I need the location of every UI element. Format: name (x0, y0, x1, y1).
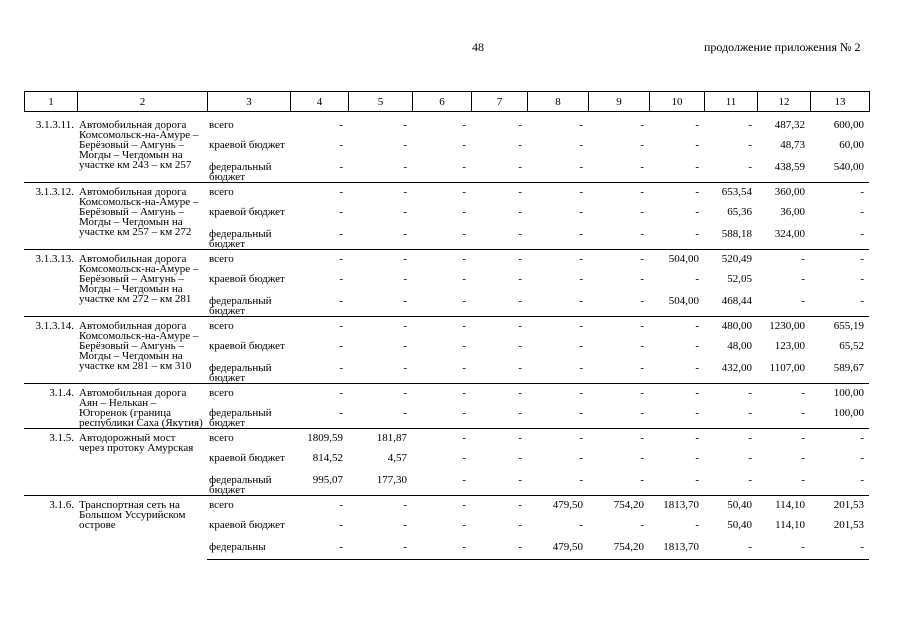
header-cell: 5 (349, 92, 413, 112)
amount-cell: - (588, 384, 649, 406)
item-name: Автомобильная дорога Комсомольск-на-Амуре – Берёзовый – Амгунь – Могды – Чегдомын на участке км 272 – км 281 (77, 250, 207, 317)
item-name: Автомобильная дорога Комсомольск-на-Амуре – Берёзовый – Амгунь – Могды – Чегдомын на участке км 257 – км 272 (77, 183, 207, 250)
header-cell: 10 (650, 92, 705, 112)
amount-cell: - (403, 139, 407, 151)
amount-cell: 504,00 (649, 250, 704, 272)
amount-cell: - (527, 183, 588, 205)
amount-cell: 201,53 (833, 519, 864, 531)
amount-cell: 520,49 (704, 250, 757, 272)
item-code: 3.1.5. (24, 429, 77, 496)
table-row (24, 250, 869, 272)
amount-cell: - (757, 250, 810, 272)
amount-cell: - (412, 360, 471, 384)
amount-cell: - (649, 429, 704, 451)
amount-cell: - (290, 384, 348, 406)
amount-cell: 48,00 (727, 340, 752, 352)
amount-cell: - (801, 452, 805, 464)
amount-cell: 36,00 (780, 206, 805, 218)
column-number-header (24, 91, 870, 112)
amount-cell: - (704, 405, 757, 429)
amount-cell: - (290, 539, 348, 560)
amount-cell: - (588, 317, 649, 339)
amount-cell: - (810, 226, 869, 250)
amount-cell: - (640, 273, 644, 285)
amount-cell: - (527, 429, 588, 451)
amount-cell: - (412, 159, 471, 183)
amount-cell: - (290, 226, 348, 250)
amount-cell: 65,36 (727, 206, 752, 218)
amount-cell: - (527, 360, 588, 384)
amount-cell: - (579, 119, 583, 131)
amount-cell: - (471, 317, 527, 339)
item-code: 3.1.6. (24, 496, 77, 560)
funding-source: федеральный бюджет (207, 226, 290, 250)
amount-cell: - (471, 250, 527, 272)
amount-cell: 995,07 (290, 472, 348, 496)
amount-cell: - (290, 250, 348, 272)
amount-cell: - (348, 539, 412, 560)
amount-cell: - (348, 384, 412, 406)
amount-cell: - (704, 429, 757, 451)
amount-cell: - (757, 384, 810, 406)
table-row (24, 429, 869, 451)
header-row (25, 92, 870, 112)
table-row (24, 496, 869, 518)
funding-source: всего (207, 317, 290, 339)
amount-cell: - (649, 226, 704, 250)
funding-source: всего (207, 384, 290, 406)
amount-cell: - (412, 293, 471, 317)
funding-source: всего (209, 119, 234, 131)
amount-cell: 360,00 (757, 183, 810, 205)
amount-cell: - (579, 519, 583, 531)
amount-cell: 754,20 (588, 496, 649, 518)
header-cell: 3 (208, 92, 291, 112)
item-code: 3.1.3.13. (24, 250, 77, 317)
amount-cell: - (748, 139, 752, 151)
amount-cell: - (348, 360, 412, 384)
amount-cell: - (695, 273, 699, 285)
amount-cell: - (757, 429, 810, 451)
amount-cell: 438,59 (757, 159, 810, 183)
amount-cell: - (810, 183, 869, 205)
amount-cell: - (588, 472, 649, 496)
amount-cell: 1813,70 (649, 496, 704, 518)
header-cell: 9 (589, 92, 650, 112)
amount-cell: - (810, 429, 869, 451)
amount-cell: - (695, 519, 699, 531)
item-name: Автомобильная дорога Комсомольск-на-Амуре – Берёзовый – Амгунь – Могды – Чегдомын на участке км 281 – км 310 (77, 317, 207, 384)
amount-cell: - (290, 293, 348, 317)
amount-cell: 123,00 (774, 340, 805, 352)
funding-source: всего (207, 183, 290, 205)
amount-cell: 653,54 (704, 183, 757, 205)
amount-cell: 480,00 (704, 317, 757, 339)
amount-cell: - (649, 159, 704, 183)
table-row (24, 384, 869, 406)
amount-cell: - (579, 273, 583, 285)
amount-cell: - (518, 340, 522, 352)
amount-cell: - (527, 293, 588, 317)
amount-cell: - (860, 452, 864, 464)
amount-cell: - (640, 206, 644, 218)
amount-cell: - (704, 159, 757, 183)
amount-cell: - (527, 317, 588, 339)
amount-cell: - (757, 472, 810, 496)
amount-cell: 50,40 (727, 519, 752, 531)
amount-cell: - (471, 226, 527, 250)
amount-cell: - (860, 273, 864, 285)
amount-cell: - (801, 273, 805, 285)
amount-cell: - (348, 293, 412, 317)
amount-cell: - (640, 519, 644, 531)
amount-cell: - (471, 293, 527, 317)
amount-cell: - (810, 539, 869, 560)
amount-cell: 4,57 (387, 452, 407, 464)
amount-cell: - (412, 429, 471, 451)
amount-cell: - (290, 183, 348, 205)
amount-cell: 432,00 (704, 360, 757, 384)
amount-cell: - (412, 496, 471, 518)
amount-cell: - (757, 405, 810, 429)
amount-cell: 114,10 (757, 496, 810, 518)
amount-cell: - (757, 539, 810, 560)
funding-source: краевой бюджет (209, 273, 285, 285)
amount-cell: - (462, 340, 466, 352)
amount-cell: - (579, 206, 583, 218)
amount-cell: - (579, 340, 583, 352)
amount-cell: - (579, 139, 583, 151)
header-cell: 7 (472, 92, 528, 112)
amount-cell: - (588, 429, 649, 451)
amount-cell: - (704, 384, 757, 406)
amount-cell: - (412, 183, 471, 205)
amount-cell: - (412, 472, 471, 496)
funding-source: всего (207, 250, 290, 272)
amount-cell: - (649, 472, 704, 496)
item-code: 3.1.3.11. (35, 119, 74, 131)
amount-cell: - (403, 119, 407, 131)
amount-cell: 468,44 (704, 293, 757, 317)
funding-source: краевой бюджет (209, 206, 285, 218)
amount-cell: - (462, 452, 466, 464)
amount-cell: - (462, 206, 466, 218)
item-code: 3.1.3.12. (24, 183, 77, 250)
amount-cell: 588,18 (704, 226, 757, 250)
funding-source: федеральный бюджет (207, 360, 290, 384)
amount-cell: - (471, 384, 527, 406)
amount-cell: 1809,59 (290, 429, 348, 451)
amount-cell: - (462, 119, 466, 131)
table-row (24, 183, 869, 205)
amount-cell: - (412, 226, 471, 250)
amount-cell: - (348, 226, 412, 250)
amount-cell: - (757, 293, 810, 317)
amount-cell: 655,19 (810, 317, 869, 339)
amount-cell: - (339, 273, 343, 285)
amount-cell: - (290, 360, 348, 384)
amount-cell: - (462, 139, 466, 151)
amount-cell: 60,00 (839, 139, 864, 151)
amount-cell: - (518, 119, 522, 131)
amount-cell: - (704, 539, 757, 560)
amount-cell: - (471, 159, 527, 183)
funding-source: всего (207, 496, 290, 518)
funding-source: краевой бюджет (209, 452, 285, 464)
amount-cell: - (412, 250, 471, 272)
amount-cell: - (695, 206, 699, 218)
amount-cell: - (748, 119, 752, 131)
funding-table (24, 116, 869, 560)
item-code: 3.1.4. (24, 384, 77, 429)
amount-cell: - (290, 405, 348, 429)
amount-cell: 589,67 (810, 360, 869, 384)
amount-cell: - (527, 250, 588, 272)
amount-cell: 754,20 (588, 539, 649, 560)
page-number: 48 (472, 40, 484, 54)
amount-cell: - (518, 206, 522, 218)
amount-cell: - (339, 139, 343, 151)
amount-cell: - (810, 250, 869, 272)
funding-source: краевой бюджет (209, 139, 285, 151)
funding-source: федеральный бюджет (207, 293, 290, 317)
amount-cell: - (471, 496, 527, 518)
amount-cell: - (640, 340, 644, 352)
amount-cell: - (649, 317, 704, 339)
amount-cell: - (695, 452, 699, 464)
amount-cell: 1230,00 (757, 317, 810, 339)
amount-cell: - (290, 496, 348, 518)
amount-cell: 50,40 (704, 496, 757, 518)
amount-cell: 181,87 (348, 429, 412, 451)
amount-cell: - (704, 472, 757, 496)
amount-cell: - (527, 226, 588, 250)
amount-cell: - (640, 119, 644, 131)
item-name: Автомобильная дорога Комсомольск-на-Амуре – Берёзовый – Амгунь – Могды – Чегдомын на участке км 243 – км 257 (79, 119, 199, 171)
amount-cell: - (471, 405, 527, 429)
amount-cell: - (527, 159, 588, 183)
header-cell: 11 (705, 92, 758, 112)
amount-cell: - (588, 183, 649, 205)
amount-cell: - (403, 273, 407, 285)
amount-cell: - (471, 360, 527, 384)
amount-cell: - (471, 539, 527, 560)
amount-cell: 100,00 (810, 405, 869, 429)
amount-cell: - (339, 206, 343, 218)
amount-cell: - (412, 405, 471, 429)
amount-cell: - (649, 183, 704, 205)
amount-cell: - (462, 519, 466, 531)
header-cell: 1 (25, 92, 78, 112)
funding-source: краевой бюджет (209, 519, 285, 531)
amount-cell: - (518, 519, 522, 531)
amount-cell: 52,05 (727, 273, 752, 285)
amount-cell: - (748, 452, 752, 464)
amount-cell: - (527, 405, 588, 429)
amount-cell: - (348, 317, 412, 339)
funding-source: федеральный бюджет (207, 472, 290, 496)
amount-cell: - (290, 159, 348, 183)
amount-cell: - (348, 250, 412, 272)
amount-cell: - (649, 405, 704, 429)
amount-cell: 487,32 (774, 119, 805, 131)
item-code: 3.1.3.14. (24, 317, 77, 384)
amount-cell: - (412, 317, 471, 339)
amount-cell: 100,00 (810, 384, 869, 406)
amount-cell: 48,73 (780, 139, 805, 151)
amount-cell: 540,00 (810, 159, 869, 183)
amount-cell: - (339, 340, 343, 352)
amount-cell: - (649, 384, 704, 406)
amount-cell: - (588, 226, 649, 250)
amount-cell: - (640, 139, 644, 151)
amount-cell: 1107,00 (757, 360, 810, 384)
amount-cell: - (471, 183, 527, 205)
amount-cell: - (640, 452, 644, 464)
amount-cell: - (518, 139, 522, 151)
amount-cell: - (518, 273, 522, 285)
amount-cell: - (527, 384, 588, 406)
amount-cell: - (810, 472, 869, 496)
funding-source: краевой бюджет (209, 340, 285, 352)
funding-source: федеральны (207, 539, 290, 560)
amount-cell: 114,10 (775, 519, 805, 531)
funding-source: федеральный бюджет (207, 405, 290, 429)
amount-cell: 504,00 (649, 293, 704, 317)
amount-cell: - (588, 405, 649, 429)
funding-source: федеральный бюджет (207, 159, 290, 183)
amount-cell: - (527, 472, 588, 496)
item-name: Транспортная сеть на Большом Уссурийском острове (77, 496, 207, 560)
item-name: Автодорожный мост через протоку Амурская (77, 429, 207, 496)
amount-cell: - (518, 452, 522, 464)
amount-cell: 65,52 (839, 340, 864, 352)
item-name: Автомобильная дорога Аян – Нелькан – Югоренок (граница республики Саха (Якутия) (77, 384, 207, 429)
amount-cell: - (579, 452, 583, 464)
amount-cell: 479,50 (527, 539, 588, 560)
amount-cell: 177,30 (348, 472, 412, 496)
amount-cell: - (471, 472, 527, 496)
amount-cell: - (290, 317, 348, 339)
amount-cell: 324,00 (757, 226, 810, 250)
funding-source: всего (207, 429, 290, 451)
amount-cell: - (348, 496, 412, 518)
amount-cell: 1813,70 (649, 539, 704, 560)
appendix-continuation-note: продолжение приложения № 2 (704, 40, 861, 54)
amount-cell: - (412, 539, 471, 560)
amount-cell: - (403, 206, 407, 218)
table-row (24, 116, 869, 137)
amount-cell: - (348, 405, 412, 429)
amount-cell: - (412, 384, 471, 406)
amount-cell: - (339, 119, 343, 131)
amount-cell: - (462, 273, 466, 285)
amount-cell: 814,52 (312, 452, 343, 464)
table-row (24, 317, 869, 339)
header-cell: 6 (413, 92, 472, 112)
amount-cell: - (588, 159, 649, 183)
amount-cell: - (649, 360, 704, 384)
amount-cell: - (403, 340, 407, 352)
header-cell: 4 (291, 92, 349, 112)
amount-cell: - (695, 139, 699, 151)
amount-cell: 479,50 (527, 496, 588, 518)
header-cell: 2 (78, 92, 208, 112)
amount-cell: - (588, 360, 649, 384)
header-cell: 12 (758, 92, 811, 112)
amount-cell: - (588, 293, 649, 317)
amount-cell: - (348, 183, 412, 205)
amount-cell: - (403, 519, 407, 531)
amount-cell: - (339, 519, 343, 531)
amount-cell: - (471, 429, 527, 451)
header-cell: 8 (528, 92, 589, 112)
amount-cell: - (348, 159, 412, 183)
header-cell: 13 (811, 92, 870, 112)
amount-cell: 600,00 (833, 119, 864, 131)
amount-cell: - (695, 340, 699, 352)
amount-cell: - (695, 119, 699, 131)
amount-cell: - (860, 206, 864, 218)
amount-cell: - (588, 250, 649, 272)
amount-cell: 201,53 (810, 496, 869, 518)
amount-cell: - (810, 293, 869, 317)
